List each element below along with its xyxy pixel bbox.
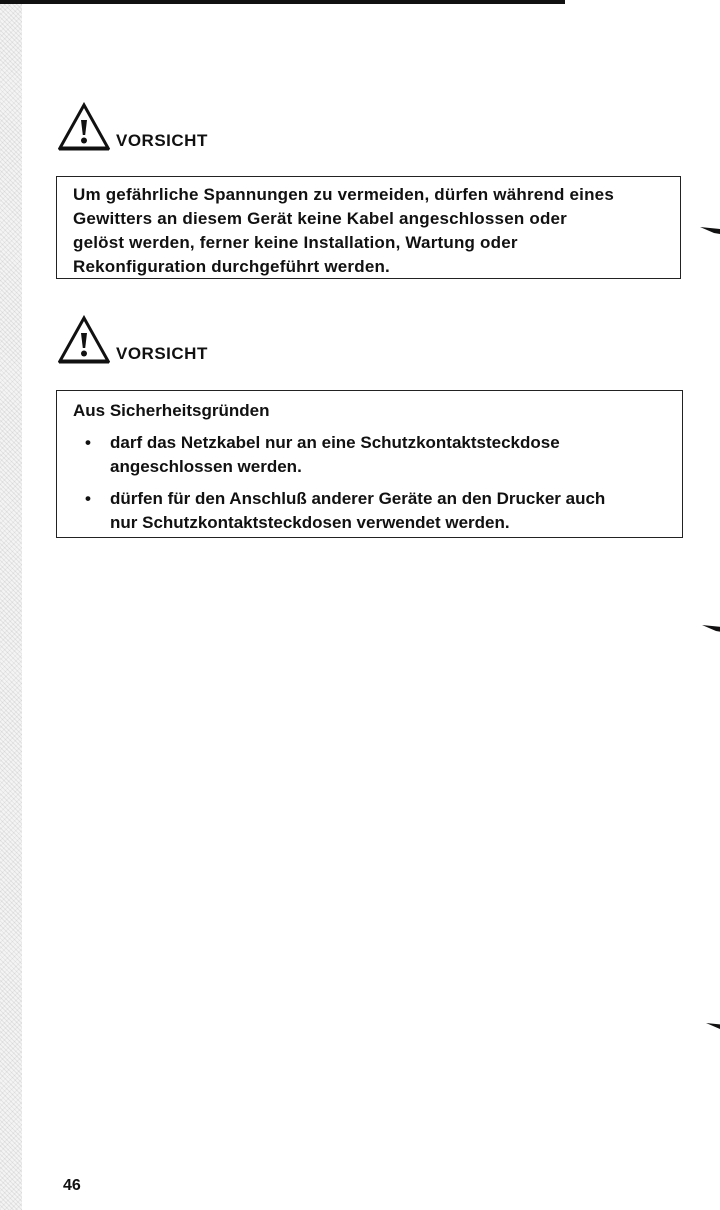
warning-triangle-icon (58, 315, 110, 365)
margin-mark (706, 1022, 720, 1030)
warning-triangle-icon (58, 102, 110, 152)
list-item-line: angeschlossen werden. (110, 457, 302, 476)
caution-box-1 (56, 176, 681, 279)
top-rule (0, 0, 565, 4)
margin-mark (702, 624, 720, 632)
list-item-line: nur Schutzkontaktsteckdosen verwendet werden. (110, 513, 510, 532)
bullet-icon: • (85, 433, 91, 452)
page-number: 46 (63, 1177, 81, 1194)
margin-mark (700, 226, 720, 234)
caution-box-2 (56, 390, 683, 538)
caution-label-2: VORSICHT (116, 344, 208, 363)
caution-intro: Aus Sicherheitsgründen (73, 401, 270, 420)
list-item (73, 431, 672, 479)
caution-heading-2 (58, 313, 208, 365)
caution-list (73, 431, 672, 535)
list-item-line: dürfen für den Anschluß anderer Geräte an den Drucker auch (110, 489, 606, 508)
caution-text-line: Rekonfiguration durchgeführt werden. (73, 257, 390, 276)
list-item (73, 487, 672, 535)
caution-heading-1 (58, 100, 208, 152)
caution-text-line: Gewitters an diesem Gerät keine Kabel angeschlossen oder (73, 209, 567, 228)
caution-text-line: Um gefährliche Spannungen zu vermeiden, dürfen während eines (73, 185, 614, 204)
list-item-line: darf das Netzkabel nur an eine Schutzkontaktsteckdose (110, 433, 560, 452)
scan-edge-shading (0, 0, 22, 1210)
bullet-icon: • (85, 489, 91, 508)
caution-text-line: gelöst werden, ferner keine Installation, Wartung oder (73, 233, 518, 252)
caution-label-1: VORSICHT (116, 131, 208, 150)
